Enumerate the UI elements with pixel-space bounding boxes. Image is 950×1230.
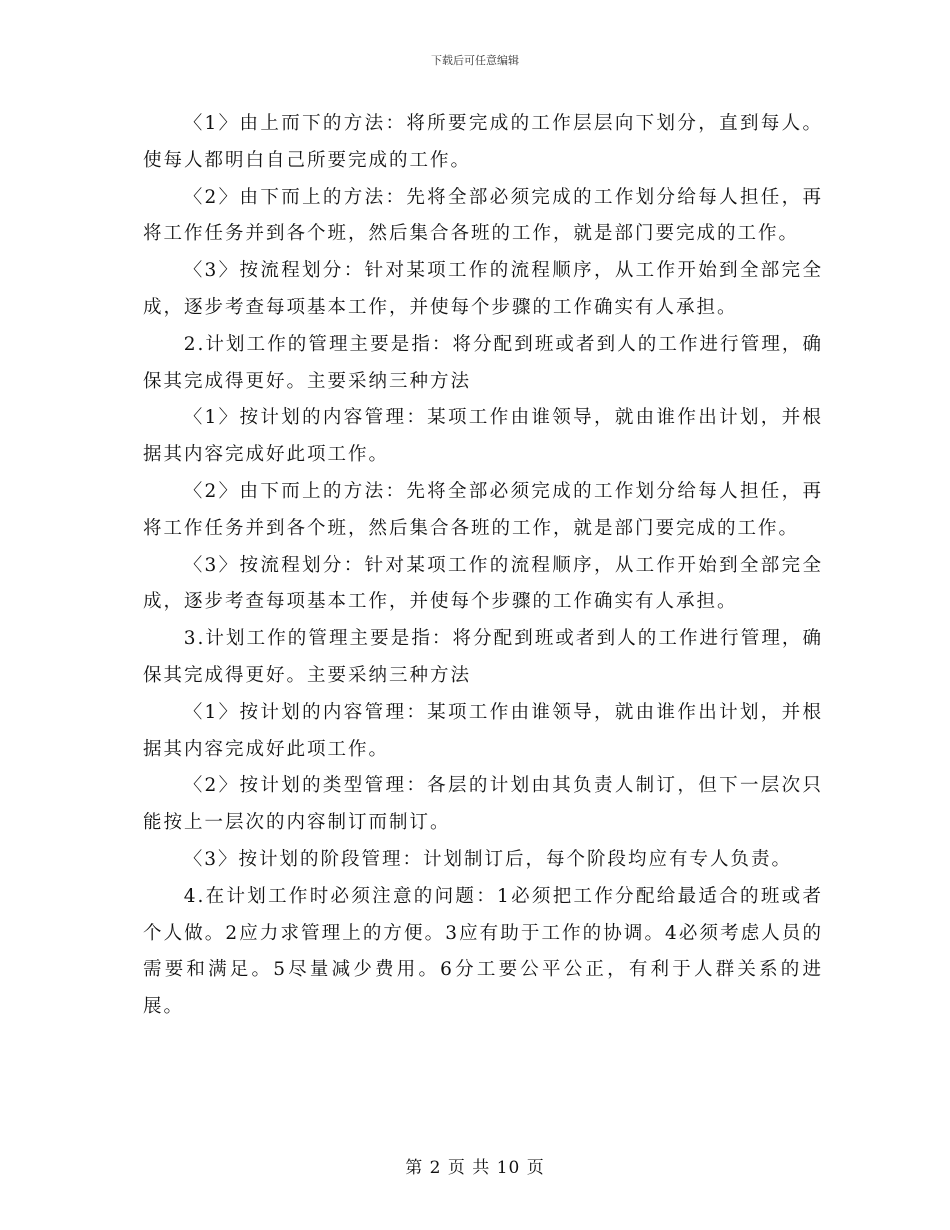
paragraph: 〈3〉按计划的阶段管理：计划制订后，每个阶段均应有专人负责。	[183, 848, 792, 870]
paragraph: 〈2〉按计划的类型管理：各层的计划由其负责人制订，但下一层次只能按上一层次的内容制订而制订。	[143, 775, 823, 834]
document-body	[143, 106, 823, 1026]
page-footer: 第 2 页 共 10 页	[405, 1158, 545, 1178]
paragraph: 〈1〉由上而下的方法：将所要完成的工作层层向下划分，直到每人。使每人都明白自己所要完成的工作。	[143, 113, 823, 171]
paragraph: 〈1〉按计划的内容管理：某项工作由谁领导，就由谁作出计划，并根据其内容完成好此项工作。	[143, 701, 823, 760]
paragraph: 〈3〉按流程划分：针对某项工作的流程顺序，从工作开始到全部完全成，逐步考查每项基本工作，并使每个步骤的工作确实有人承担。	[143, 260, 823, 318]
paragraph: 〈2〉由下而上的方法：先将全部必须完成的工作划分给每人担任，再将工作任务并到各个班，然后集合各班的工作，就是部门要完成的工作。	[143, 186, 823, 245]
paragraph: 2.计划工作的管理主要是指：将分配到班或者到人的工作进行管理，确保其完成得更好。主要采纳三种方法	[143, 333, 823, 392]
paragraph: 3.计划工作的管理主要是指：将分配到班或者到人的工作进行管理，确保其完成得更好。主要采纳三种方法	[143, 628, 823, 686]
paragraph: 〈3〉按流程划分：针对某项工作的流程顺序，从工作开始到全部完全成，逐步考查每项基本工作，并使每个步骤的工作确实有人承担。	[143, 554, 823, 613]
paragraph: 〈1〉按计划的内容管理：某项工作由谁领导，就由谁作出计划，并根据其内容完成好此项工作。	[143, 407, 823, 466]
page-header: 下载后可任意编辑	[431, 54, 519, 67]
paragraph: 〈2〉由下而上的方法：先将全部必须完成的工作划分给每人担任，再将工作任务并到各个班，然后集合各班的工作，就是部门要完成的工作。	[143, 480, 823, 539]
paragraph: 4.在计划工作时必须注意的问题：1必须把工作分配给最适合的班或者个人做。2应力求管理上的方便。3应有助于工作的协调。4必须考虑人员的需要和满足。5尽量减少费用。6分工要公平公正，有利于人群关系的进展。	[143, 885, 823, 1018]
